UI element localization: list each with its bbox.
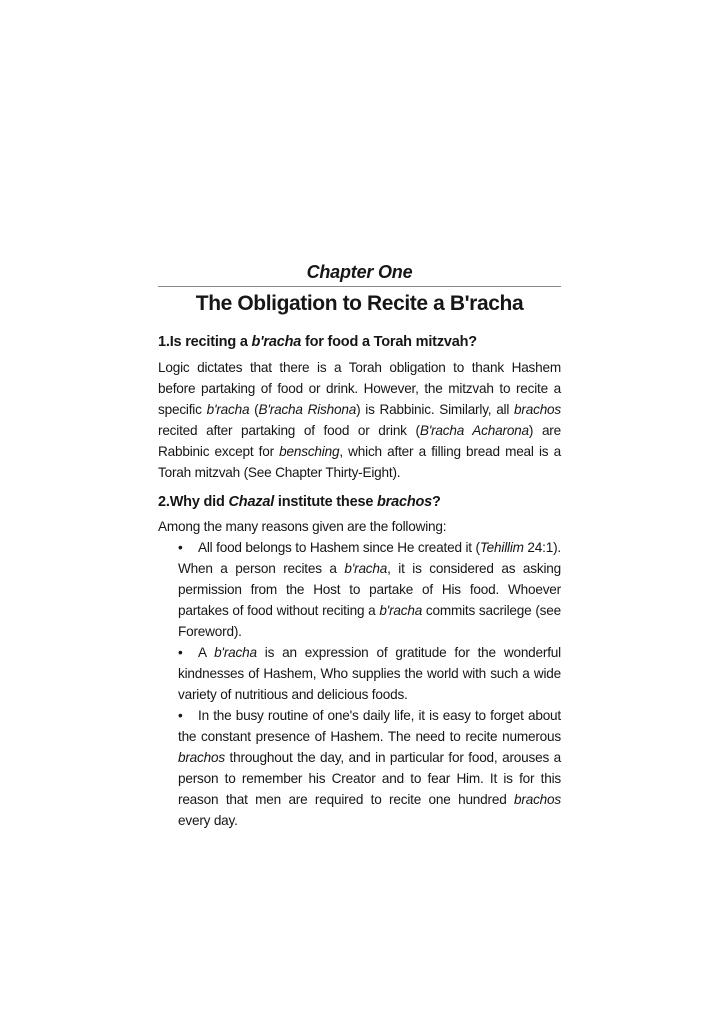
chapter-heading	[158, 262, 561, 287]
reasons-list	[158, 537, 561, 831]
page-title: The Obligation to Recite a B'racha	[195, 292, 524, 315]
chapter-label: Chapter One	[306, 262, 413, 282]
reason-text: All food belongs to Hashem since He created it (Tehillim 24:1). When a person recites a b'racha, it is considered as asking permission from the Host to partake of His food. Whoever partakes of food without reciting a b'racha commits sacrilege (see Foreword).	[178, 540, 561, 639]
reason-text: A b'racha is an expression of gratitude for the wonderful kindnesses of Hashem, Who supplies the world with such a wide variety of nutritious and delicious foods.	[178, 645, 561, 702]
section-1-heading: 1.Is reciting a b'racha for food a Torah mitzvah?	[158, 334, 477, 350]
reason-item	[178, 642, 561, 705]
reason-item	[178, 537, 561, 642]
bullet-icon: •	[178, 645, 183, 660]
bullet-icon: •	[178, 540, 183, 555]
text-column	[158, 262, 561, 831]
section-2-heading: 2.Why did Chazal institute these brachos?	[158, 494, 441, 510]
bullet-icon: •	[178, 708, 183, 723]
section-2-intro: Among the many reasons given are the following:	[158, 519, 447, 534]
reason-item	[178, 705, 561, 831]
section-1-paragraph: Logic dictates that there is a Torah obligation to thank Hashem before partaking of food or drink. However, the mitzvah to recite a specific b'racha (B'racha Rishona) is Rabbinic. Similarly, all brachos recited after partaking of food or drink (B'racha Acharona) are Rabbinic except for bensching, which after a filling bread meal is a Torah mitzvah (See Chapter Thirty-Eight).	[158, 360, 562, 480]
reason-text: In the busy routine of one's daily life, it is easy to forget about the constant presence of Hashem. The need to recite numerous brachos throughout the day, and in particular for food, arouses a person to remember his Creator and to fear Him. It is for this reason that men are required to recite one hundred brachos every day.	[178, 708, 561, 828]
